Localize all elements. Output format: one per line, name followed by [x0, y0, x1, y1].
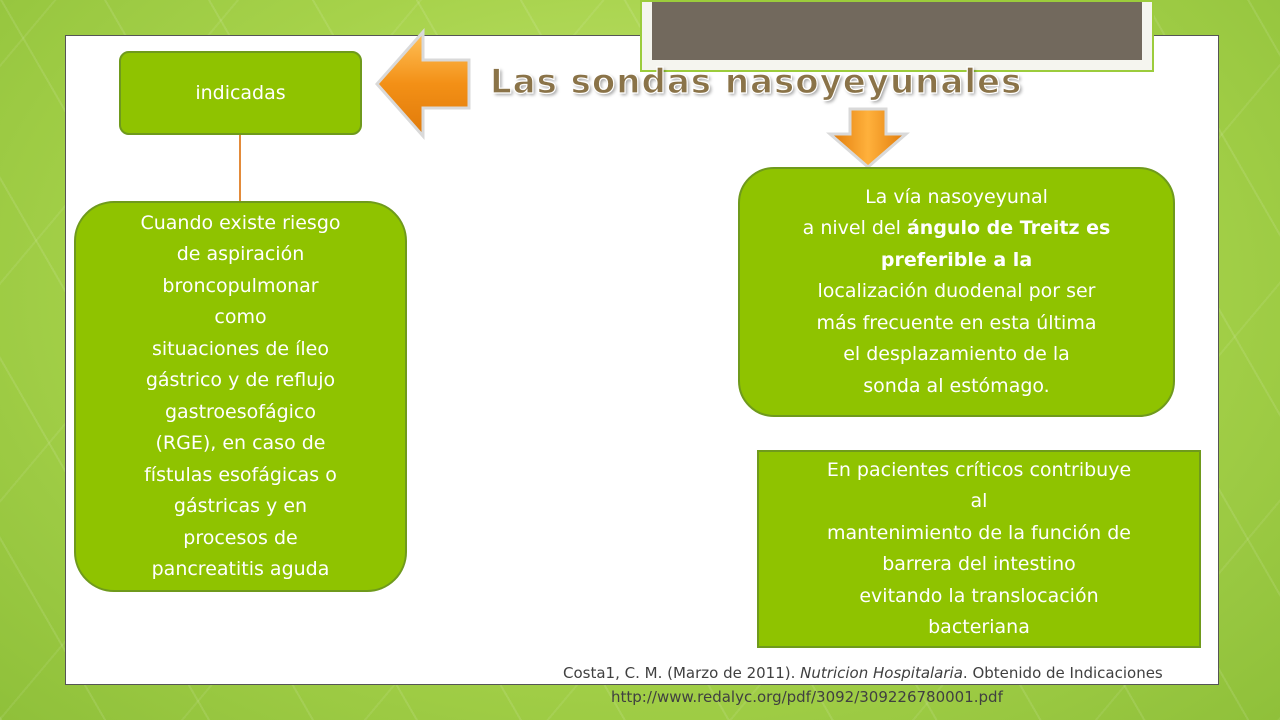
slide-title: Las sondas nasoyeyunales: [490, 62, 1023, 102]
citation-prefix: Costa1, C. M. (Marzo de 2011).: [563, 664, 801, 682]
indications-box: [74, 201, 407, 592]
route-line-2: [803, 213, 1111, 245]
route-text-block: [803, 182, 1111, 403]
route-line-1: La vía nasoyeyunal: [865, 185, 1048, 208]
arrow-down-icon: [826, 106, 910, 170]
route-rest: localización duodenal por ser más frecuente en esta última el desplazamiento de la sonda al estómago.: [816, 280, 1097, 397]
critical-patients-box: [757, 450, 1201, 648]
arrow-left-icon: [373, 28, 473, 140]
indications-text: Cuando existe riesgo de aspiración broncopulmonar como situaciones de íleo gástrico y de reflujo gastroesofágico (RGE), en caso de fístulas esofágicas o gástricas y en procesos de pancreatitis aguda: [140, 211, 341, 580]
indicadas-box: [119, 51, 362, 135]
citation-url[interactable]: http://www.redalyc.org/pdf/3092/309226780001.pdf: [611, 688, 1003, 706]
photo-placeholder: [652, 2, 1142, 60]
route-line-3-bold: preferible a la: [880, 248, 1033, 271]
route-line-2-bold: ángulo de Treitz es: [906, 217, 1111, 240]
citation: [563, 664, 1163, 682]
indicadas-label: indicadas: [195, 82, 286, 104]
citation-suffix: . Obtenido de Indicaciones: [962, 664, 1163, 682]
route-line-2-text: a nivel del: [802, 217, 907, 240]
connector-line: [239, 135, 241, 201]
citation-journal: Nutricion Hospitalaria: [800, 664, 963, 682]
route-line-3: [803, 245, 1111, 277]
nasoyeyunal-route-box: [738, 167, 1175, 417]
critical-patients-text: En pacientes críticos contribuye al mantenimiento de la función de barrera del intestino evitando la translocación bacteriana: [826, 458, 1132, 638]
